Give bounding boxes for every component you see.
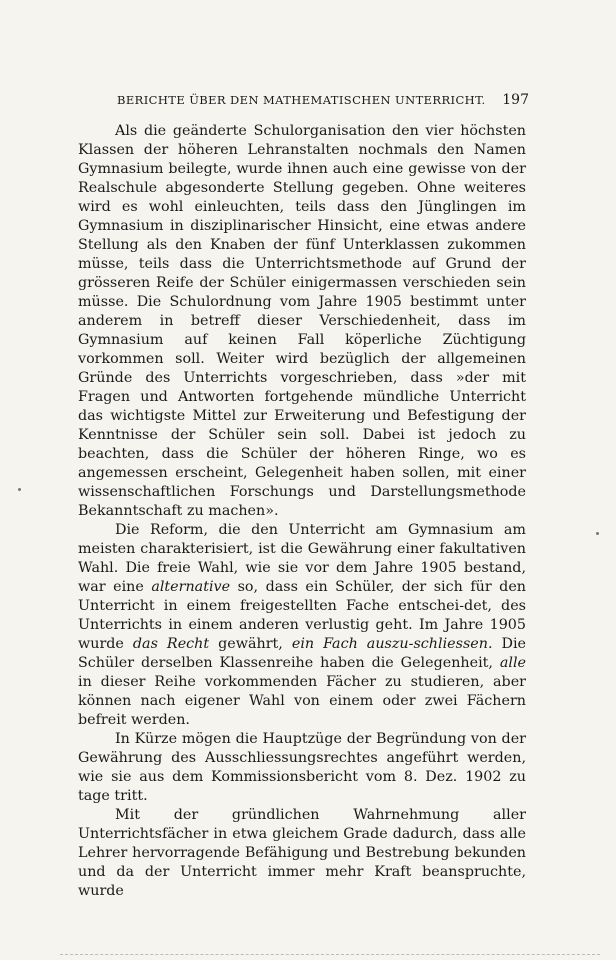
body-text bbox=[78, 122, 526, 901]
scan-edge-noise bbox=[60, 954, 600, 957]
emphasis: ein Fach auszu-schliessen. bbox=[291, 636, 493, 652]
emphasis: alternative bbox=[151, 579, 231, 595]
emphasis: das Recht bbox=[132, 636, 210, 652]
running-title: BERICHTE ÜBER DEN MATHEMATISCHEN UNTERRICHT. bbox=[117, 93, 486, 107]
paragraph: Mit der gründlichen Wahrnehmung aller Unterrichtsfächer in etwa gleichem Grade dadurch, dass alle Lehrer hervorragende Befähigung und Bestrebung bekunden und da der Unterricht immer mehr Kraft beanspruchte, wurde bbox=[78, 807, 526, 899]
paragraph: Als die geänderte Schulorganisation den vier höchsten Klassen der höheren Lehranstalten nochmals den Namen Gymnasium beilegte, wurde ihnen auch eine gewisse von der Realschule abgesonderte Stellung gegeben. Ohne weiteres wird es wohl einleuchten, teils dass den Jünglingen im Gymnasium in disziplinarischer Hinsicht, eine etwas andere Stellung als den Knaben der fünf Unterklassen zukommen müsse, teils dass die Unterrichtsmethode auf Grund der grösseren Reife der Schüler einigermassen verschieden sein müsse. Die Schulordnung vom Jahre 1905 bestimmt unter anderem in betreff dieser Verschiedenheit, dass im Gymnasium auf keinen Fall köperliche Züchtigung vorkommen soll. Weiter wird bezüglich der allgemeinen Gründe des Unterrichts vorgeschrieben, dass »der mit Fragen und Antworten fortgehende mündliche Unterricht das wichtigste Mittel zur Erweiterung und Befestigung der Kenntnisse der Schüler sein soll. Dabei ist jedoch zu beachten, dass die Schüler der höheren Ringe, wo es angemessen erscheint, Gelegenheit haben sollen, mit einer wissenschaftlichen Forschungs und Darstellungsmethode Bekanntschaft zu machen». bbox=[78, 123, 526, 519]
paragraph: In Kürze mögen die Hauptzüge der Begründung von der Gewährung des Ausschliessungsrechtes angeführt werden, wie sie aus dem Kommissionsbericht vom 8. Dez. 1902 zu tage tritt. bbox=[78, 731, 526, 804]
page-number: 197 bbox=[502, 92, 529, 108]
running-header bbox=[117, 92, 529, 112]
paragraph: Die Reform, die den Unterricht am Gymnasium am meisten charakterisiert, ist die Gewährung einer fakultativen Wahl. Die freie Wahl, wie sie vor dem Jahre 1905 bestand, war eine alternative so, dass ein Schüler, der sich für den Unterricht in einem freigestellten Fache entschei-det, des Unterrichts in einem anderen verlustig geht. Im Jahre 1905 wurde das Recht gewährt, ein Fach auszu-schliessen. Die Schüler derselben Klassenreihe haben die Gelegenheit, alle in dieser Reihe vorkommenden Fächer zu studieren, aber können nach eigener Wahl von einem oder zwei Fächern befreit werden. bbox=[78, 522, 527, 728]
scan-speck bbox=[596, 532, 599, 535]
scan-speck bbox=[18, 488, 21, 491]
emphasis: alle bbox=[499, 655, 526, 671]
